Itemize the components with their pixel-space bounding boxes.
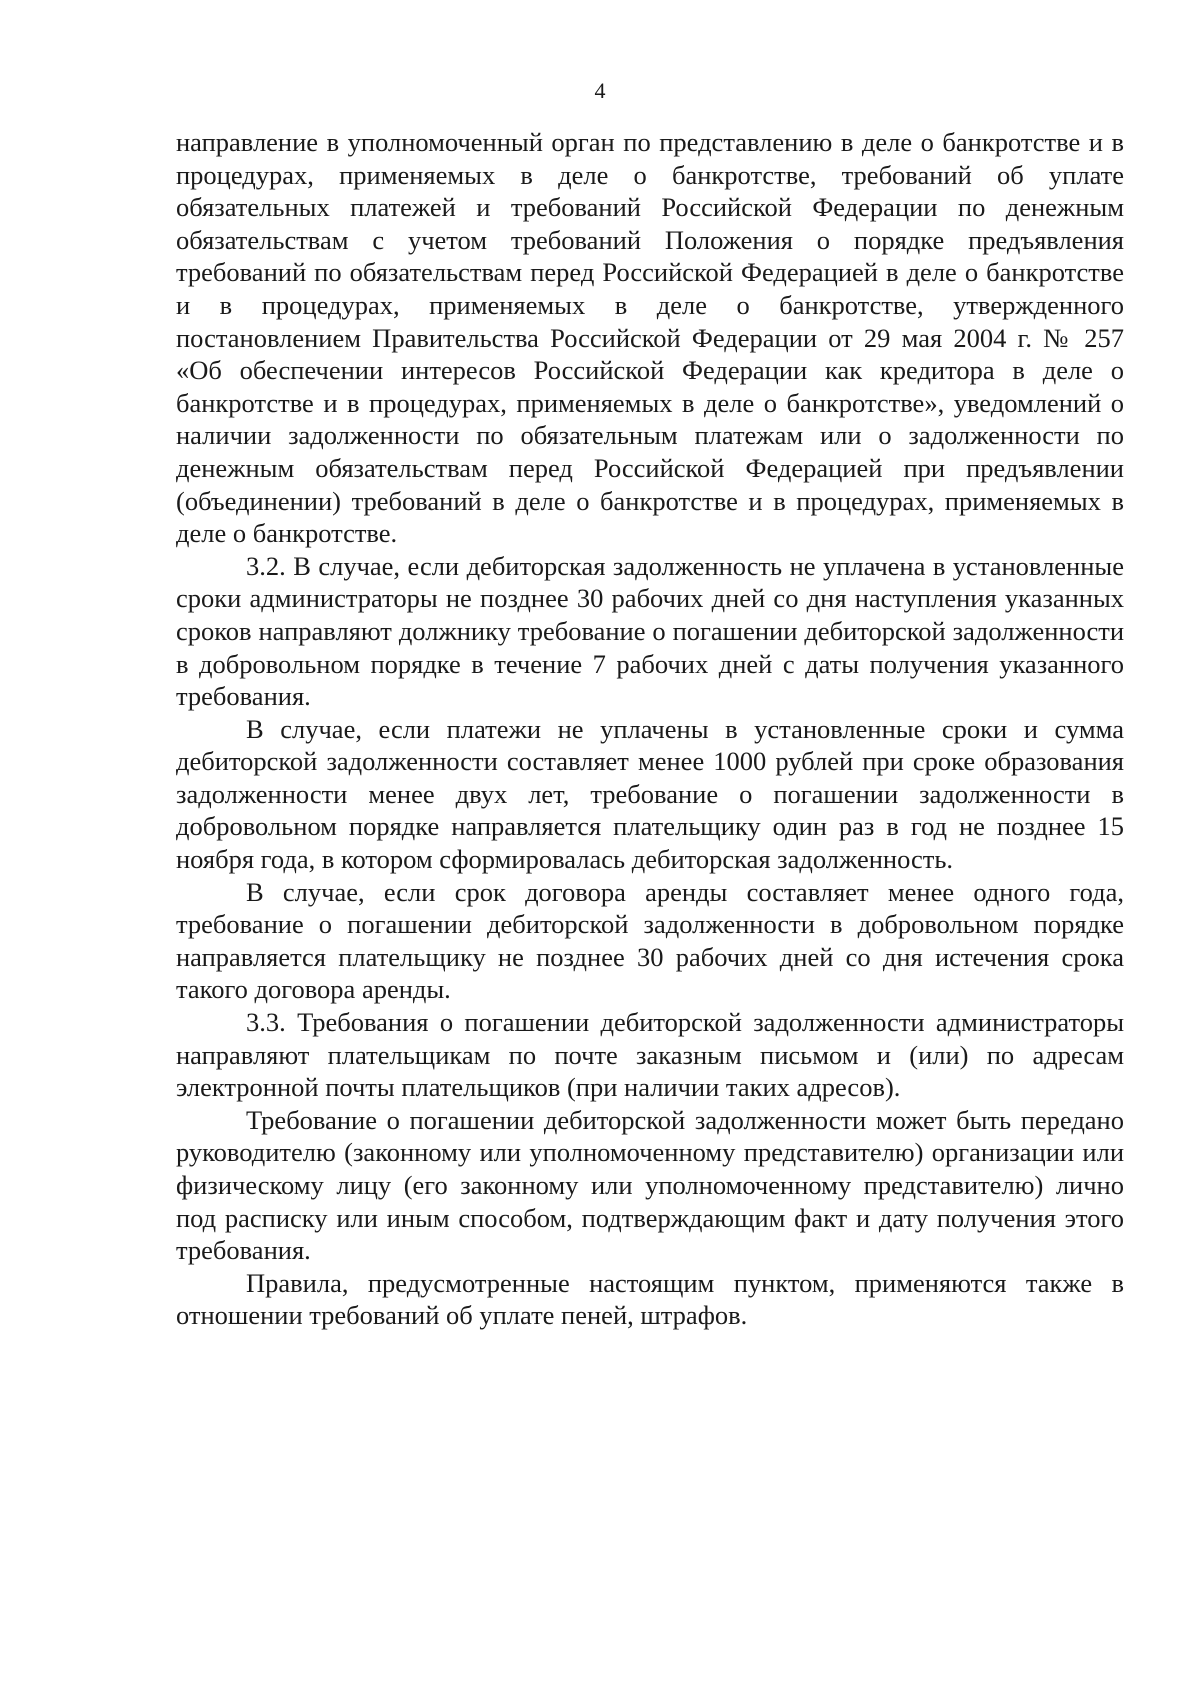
paragraph-clause-3-3: 3.3. Требования о погашении дебиторской задолженности администраторы направляют плательщикам по почте заказным письмом и (или) по адресам электронной почты плательщиков (при наличии таких адресов). [176,1007,1124,1103]
paragraph-penalties: Правила, предусмотренные настоящим пунктом, применяются также в отношении требований об уплате пеней, штрафов. [176,1267,1124,1331]
page-number: 4 [594,78,606,103]
paragraph-small-debt: В случае, если платежи не уплачены в установленные сроки и сумма дебиторской задолженности составляет менее 1000 рублей при сроке образования задолженности менее двух лет, требование о погашении задолженности в добровольном порядке направляется плательщику один раз в год не позднее 15 ноября года, в котором сформировалась дебиторская задолженность. [176,713,1124,875]
paragraph-short-lease: В случае, если срок договора аренды составляет менее одного года, требование о погашении дебиторской задолженности в добровольном порядке направляется плательщику не позднее 30 рабочих дней со дня истечения срока такого договора аренды. [176,876,1124,1005]
paragraph-delivery: Требование о погашении дебиторской задолженности может быть передано руководителю (законному или уполномоченному представителю) организации или физическому лицу (его законному или уполномоченному представителю) лично под расписку или иным способом, подтверждающим факт и дату получения этого требования. [176,1104,1124,1266]
document-body [176,126,1124,1332]
paragraph-continued: направление в уполномоченный орган по представлению в деле о банкротстве и в процедурах, применяемых в деле о банкротстве, требований об уплате обязательных платежей и требований Российской Федерации по денежным обязательствам с учетом требований Положения о порядке предъявления требований по обязательствам перед Российской Федерацией в деле о банкротстве и в процедурах, применяемых в деле о банкротстве, утвержденного постановлением Правительства Российской Федерации от 29 мая 2004 г. № 257 «Об обеспечении интересов Российской Федерации как кредитора в деле о банкротстве и в процедурах, применяемых в деле о банкротстве», уведомлений о наличии задолженности по обязательным платежам или о задолженности по денежным обязательствам перед Российской Федерацией при предъявлении (объединении) требований в деле о банкротстве и в процедурах, применяемых в деле о банкротстве. [176,127,1124,549]
paragraph-clause-3-2: 3.2. В случае, если дебиторская задолженность не уплачена в установленные сроки администраторы не позднее 30 рабочих дней со дня наступления указанных сроков направляют должнику требование о погашении дебиторской задолженности в добровольном порядке в течение 7 рабочих дней с даты получения указанного требования. [176,550,1124,712]
